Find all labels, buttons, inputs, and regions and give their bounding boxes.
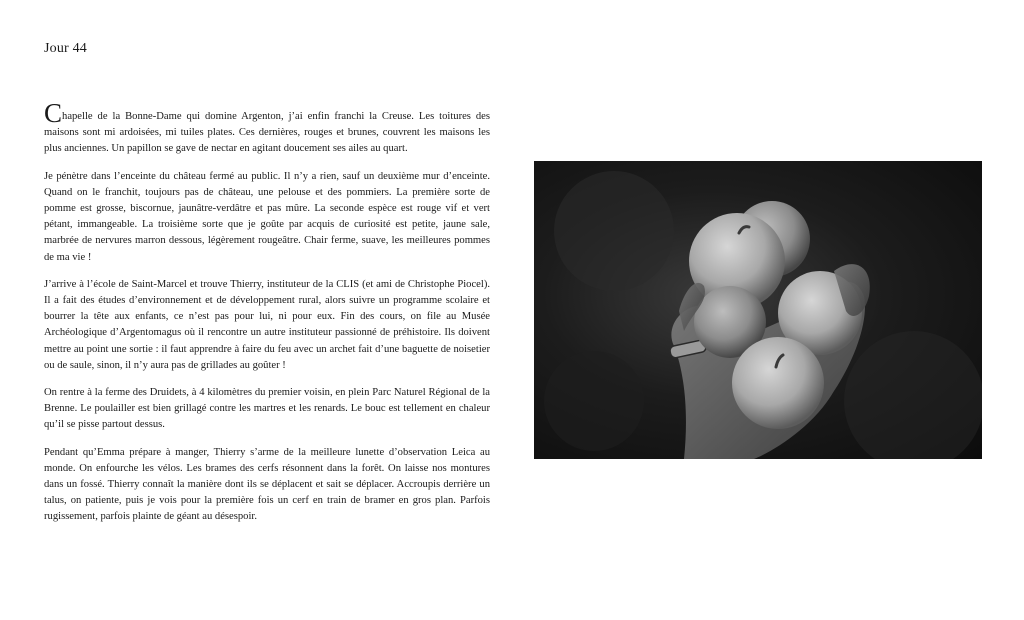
paragraph-1 (44, 98, 490, 158)
photo-hand-holding-apples (534, 161, 982, 459)
paragraph-1-text: hapelle de la Bonne-Dame qui domine Argenton, j’ai enfin franchi la Creuse. Les toitures des maisons sont mi ardoisées, mi tuiles plates. Ces dernières, rouges et brunes, couvrent les maisons les plus anciennes. Un papillon se gave de nectar en agitant doucement ses ailes au quart. (44, 111, 490, 155)
article-body (44, 98, 490, 537)
apple (732, 337, 824, 429)
paragraph-3: J’arrive à l’école de Saint-Marcel et trouve Thierry, instituteur de la CLIS (et ami de Christophe Piocel). Il a fait des études d’environnement et de développement rural, alors suivre un programme scolaire et bourrer la tête aux enfants, ce n’est pas pour lui, ni pour eux. Fin des cours, on file au Musée Archéologique d’Argentomagus où il rencontre un autre instituteur passionné de préhistoire. Ils doivent mettre au point une sortie : il faut apprendre à faire du feu avec un archet fait d’une baguette de noisetier ou de saule, sinon, il n’y aura pas de grillades au goûter ! (44, 278, 490, 371)
background-foliage (554, 171, 674, 291)
page-title: Jour 44 (44, 41, 88, 56)
paragraph-2: Je pénètre dans l’enceinte du château fermé au public. Il n’y a rien, sauf un deuxième mur d’enceinte. Quand on le franchit, toujours pas de château, une pelouse et des pommiers. La première sorte de pomme est grosse, biscornue, jaunâtre-verdâtre et pas mûre. La seconde espèce est rouge vif et vert pétant, immangeable. La troisième sorte que je goûte par acquis de curiosité est petite, jaune sale, marbrée de nervures marron dessous, légèrement rougeâtre. Chair ferme, suave, les meilleures pommes de ma vie ! (44, 170, 490, 263)
paragraph-5: Pendant qu’Emma prépare à manger, Thierry s’arme de la meilleure lunette d’observation Leica au monde. On enfourche les vélos. Les brames des cerfs résonnent dans la forêt. On laisse nos montures dans un fossé. Thierry connaît la manière dont ils se déplacent et sait se déplacer. Accroupis derrière un talus, on patiente, puis je vois pour la première fois un cerf en train de bramer en gros plan. Parfois rugissement, parfois plainte de géant au désespoir. (44, 446, 490, 523)
drop-cap: C (44, 98, 63, 128)
photo-illustration (534, 161, 982, 459)
paragraph-4: On rentre à la ferme des Druidets, à 4 kilomètres du premier voisin, en plein Parc Naturel Régional de la Brenne. Le poulailler est bien grillagé contre les martres et les renards. Le bouc est tellement en chaleur qu’il se pisse partout dessus. (44, 387, 490, 431)
